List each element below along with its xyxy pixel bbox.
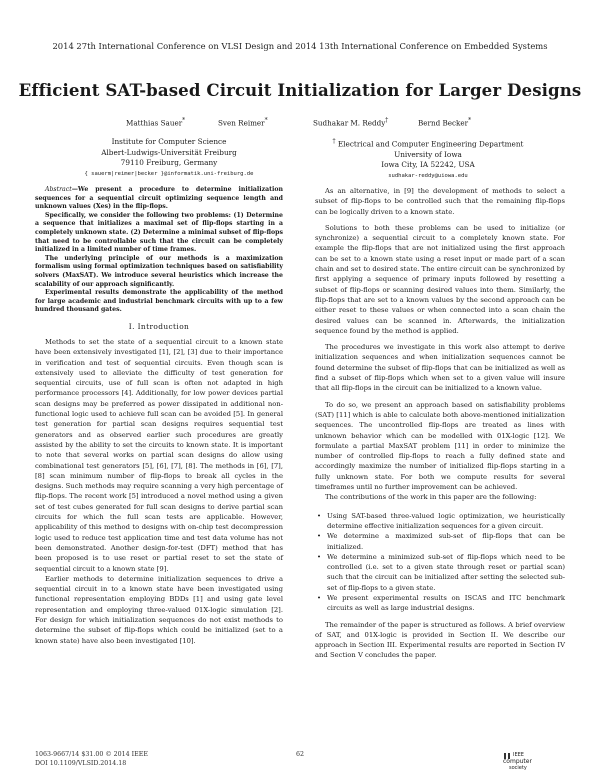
- affiliation-iowa: † Electrical and Computer Engineering Department University of Iowa Iowa City, IA 52242, USA sudhakar-reddy@uiowa.edu: [328, 137, 528, 181]
- left-column-body: [35, 337, 283, 646]
- paragraph: As an alternative, in [9] the development of methods to select a subset of flip-flops to be controlled such that the remaining flip-flops can be logically driven to a known state.: [315, 187, 565, 216]
- author-2: Sven Reimer*: [218, 117, 268, 128]
- computer-society-logo: IEEE computer society: [503, 752, 532, 771]
- page-number: 62: [295, 751, 304, 758]
- email-freiburg[interactable]: { sauerm|reimer|becker }@informatik.uni-freiburg.de: [84, 170, 254, 177]
- list-item: • We determine a minimized sub-set of flip-flops which need to be controlled (i.e. set to a given state through reset or partial scan) such that the circuit can be initialized after setting the selected sub-set of flip-flops to a given state.: [315, 552, 565, 593]
- affiliation-freiburg: Institute for Computer Science Albert-Ludwigs-Universität Freiburg 79110 Freiburg, Germany { sauerm|reimer|becker }@informatik.uni-freiburg.de: [50, 137, 288, 179]
- list-item: • Using SAT-based three-valued logic optimization, we heuristically determine effective initialization sequences for a given circuit.: [315, 511, 565, 532]
- paragraph: Methods to set the state of a sequential circuit to a known state have been extensively investigated [1], [2], [3] due to their importance in verification and test of sequential circuits. Even though scan is extensively used to alleviate the difficulty of test generation for sequential circuits, use of full scan is often not adapted in high performance processors [4]. Additionally, for low power devices partial scan designs may be preferred as power dissipated in additional non-functional logic used to achieve full scan can be avoided [5]. In general test generation for partial scan designs requires sequential test generators and as observed earlier such procedures are greatly assisted by the ability to set the circuits to known state. It is important to note that several works on partial scan designs do allow using combinational test generators [5], [6], [7], [8]. The methods in [6], [7], [8] scan minimum number of flip-flops to break all cycles in the designs. Such methods may require scanning a very high percentage of flip-flops. The recent work [5] introduced a novel method using a given set of test cubes generated for full scan designs to derive partial scan circuits for which the full scan tests are applicable. However, applicability of this method to designs with on-chip test decompression logic used to reduce test application time and test data volume has not been demonstrated. Another design-for-test (DFT) method that has been proposed is to use reset or partial reset to set the state of sequential circuit to a known state [9].: [35, 338, 283, 573]
- author-3: Sudhakar M. Reddy†: [313, 117, 389, 128]
- paragraph: Earlier methods to determine initialization sequences to drive a sequential circuit in to a known state have been investigated using functional representation employing BDDs [1] and using gate level representation and employing three-valued 01X-logic simulation [2]. For design for which initialization sequences do not exist methods to determine the subset of flip-flops which could be initialized (set to a known state) have also been investigated [10].: [35, 574, 283, 645]
- paragraph: The remainder of the paper is structured as follows. A brief overview of SAT, and 01X-logic is provided in Section II. We describe our approach in Section III. Experimental results are reported in Section IV and Section V concludes the paper.: [315, 620, 565, 660]
- list-item: • We determine a maximized sub-set of flip-flops that can be initialized.: [315, 531, 565, 552]
- paragraph: The procedures we investigate in this work also attempt to derive initialization sequences and when initialization sequences cannot be found determine the subset of flip-flops that can be initialized as well as find a subset of flip-flops which when set to a given value will insure that all flip-flops in the circuit can be initialized to a known value.: [315, 343, 565, 393]
- paper-title: Efficient SAT-based Circuit Initialization for Larger Designs: [18, 80, 582, 100]
- paragraph: Solutions to both these problems can be used to initialize (or synchronize) a sequential circuit to a completely known state. For example the flip-flops that are not initialized using the first approach can be set to a known state using a reset input or made part of a scan chain and set to desired state. The entire circuit can be synchronized by first applying a sequence of primary inputs followed by resetting a subset of flip-flops or scanning desired values into them. Similarly, the flip-flops that are set to a known values by the second approach can be either reset to these values or when connected into a scan chain the desired values can be scanned in. Afterwards, the initialization sequence found by the method is applied.: [315, 223, 565, 335]
- author-1: Matthias Sauer*: [126, 117, 186, 128]
- doi-link[interactable]: DOI 10.1109/VLSID.2014.18: [35, 759, 127, 767]
- section-heading-introduction: I. Introduction: [128, 322, 190, 331]
- abstract-label: Abstract: [45, 186, 72, 193]
- list-item: • We present experimental results on ISCAS and ITC benchmark circuits as well as large industrial designs.: [315, 593, 565, 614]
- paragraph: The contributions of the work in this paper are the following:: [325, 493, 537, 502]
- conference-header: 2014 27th International Conference on VLSI Design and 2014 13th International Conference on Embedded Systems: [52, 41, 548, 51]
- paragraph: To do so, we present an approach based on satisfiability problems (SAT) [11] which is able to calculate both above-mentioned initialization sequences. The uncontrolled flip-flops are treated as lines with unknown behavior which can be modelled with 01X-logic [12]. We formulate a partial MaxSAT problem [11] in order to minimize the number of controlled flip-flops to reach a fully defined state and accordingly maximize the number of initialized flip-flops starting in a fully unknown state. For both we compute results for several timeframes until no further improvement can be achieved.: [315, 400, 565, 492]
- contributions-list: [315, 511, 565, 614]
- abstract: Abstract—We present a procedure to determine initialization sequences for a sequential circuit optimizing sequence length and unknown values (Xes) in the flip-flops. Specifically, we consider the following two problems: (1) Determine a sequence that initializes a maximal set of flip-flops starting in a completely unknown state. (2) Determine a minimal subset of flip-flops that need to be controllable such that the circuit can be completely initialized in a limited number of time frames. The underlying principle of our methods is a maximization formalism using formal optimization techniques based on satisfiability solvers (MaxSAT). We introduce several heuristics which increase the scalability of our approach significantly. Experimental results demonstrate the applicability of the method for large academic and industrial benchmark circuits with up to a few hundred thousand gates.: [35, 186, 283, 314]
- email-iowa[interactable]: sudhakar-reddy@uiowa.edu: [388, 172, 468, 179]
- right-column-body: [315, 186, 565, 661]
- footer-copyright: 1063-9667/14 $31.00 © 2014 IEEE DOI 10.1109/VLSID.2014.18: [35, 751, 148, 767]
- author-4: Bernd Becker*: [418, 117, 472, 128]
